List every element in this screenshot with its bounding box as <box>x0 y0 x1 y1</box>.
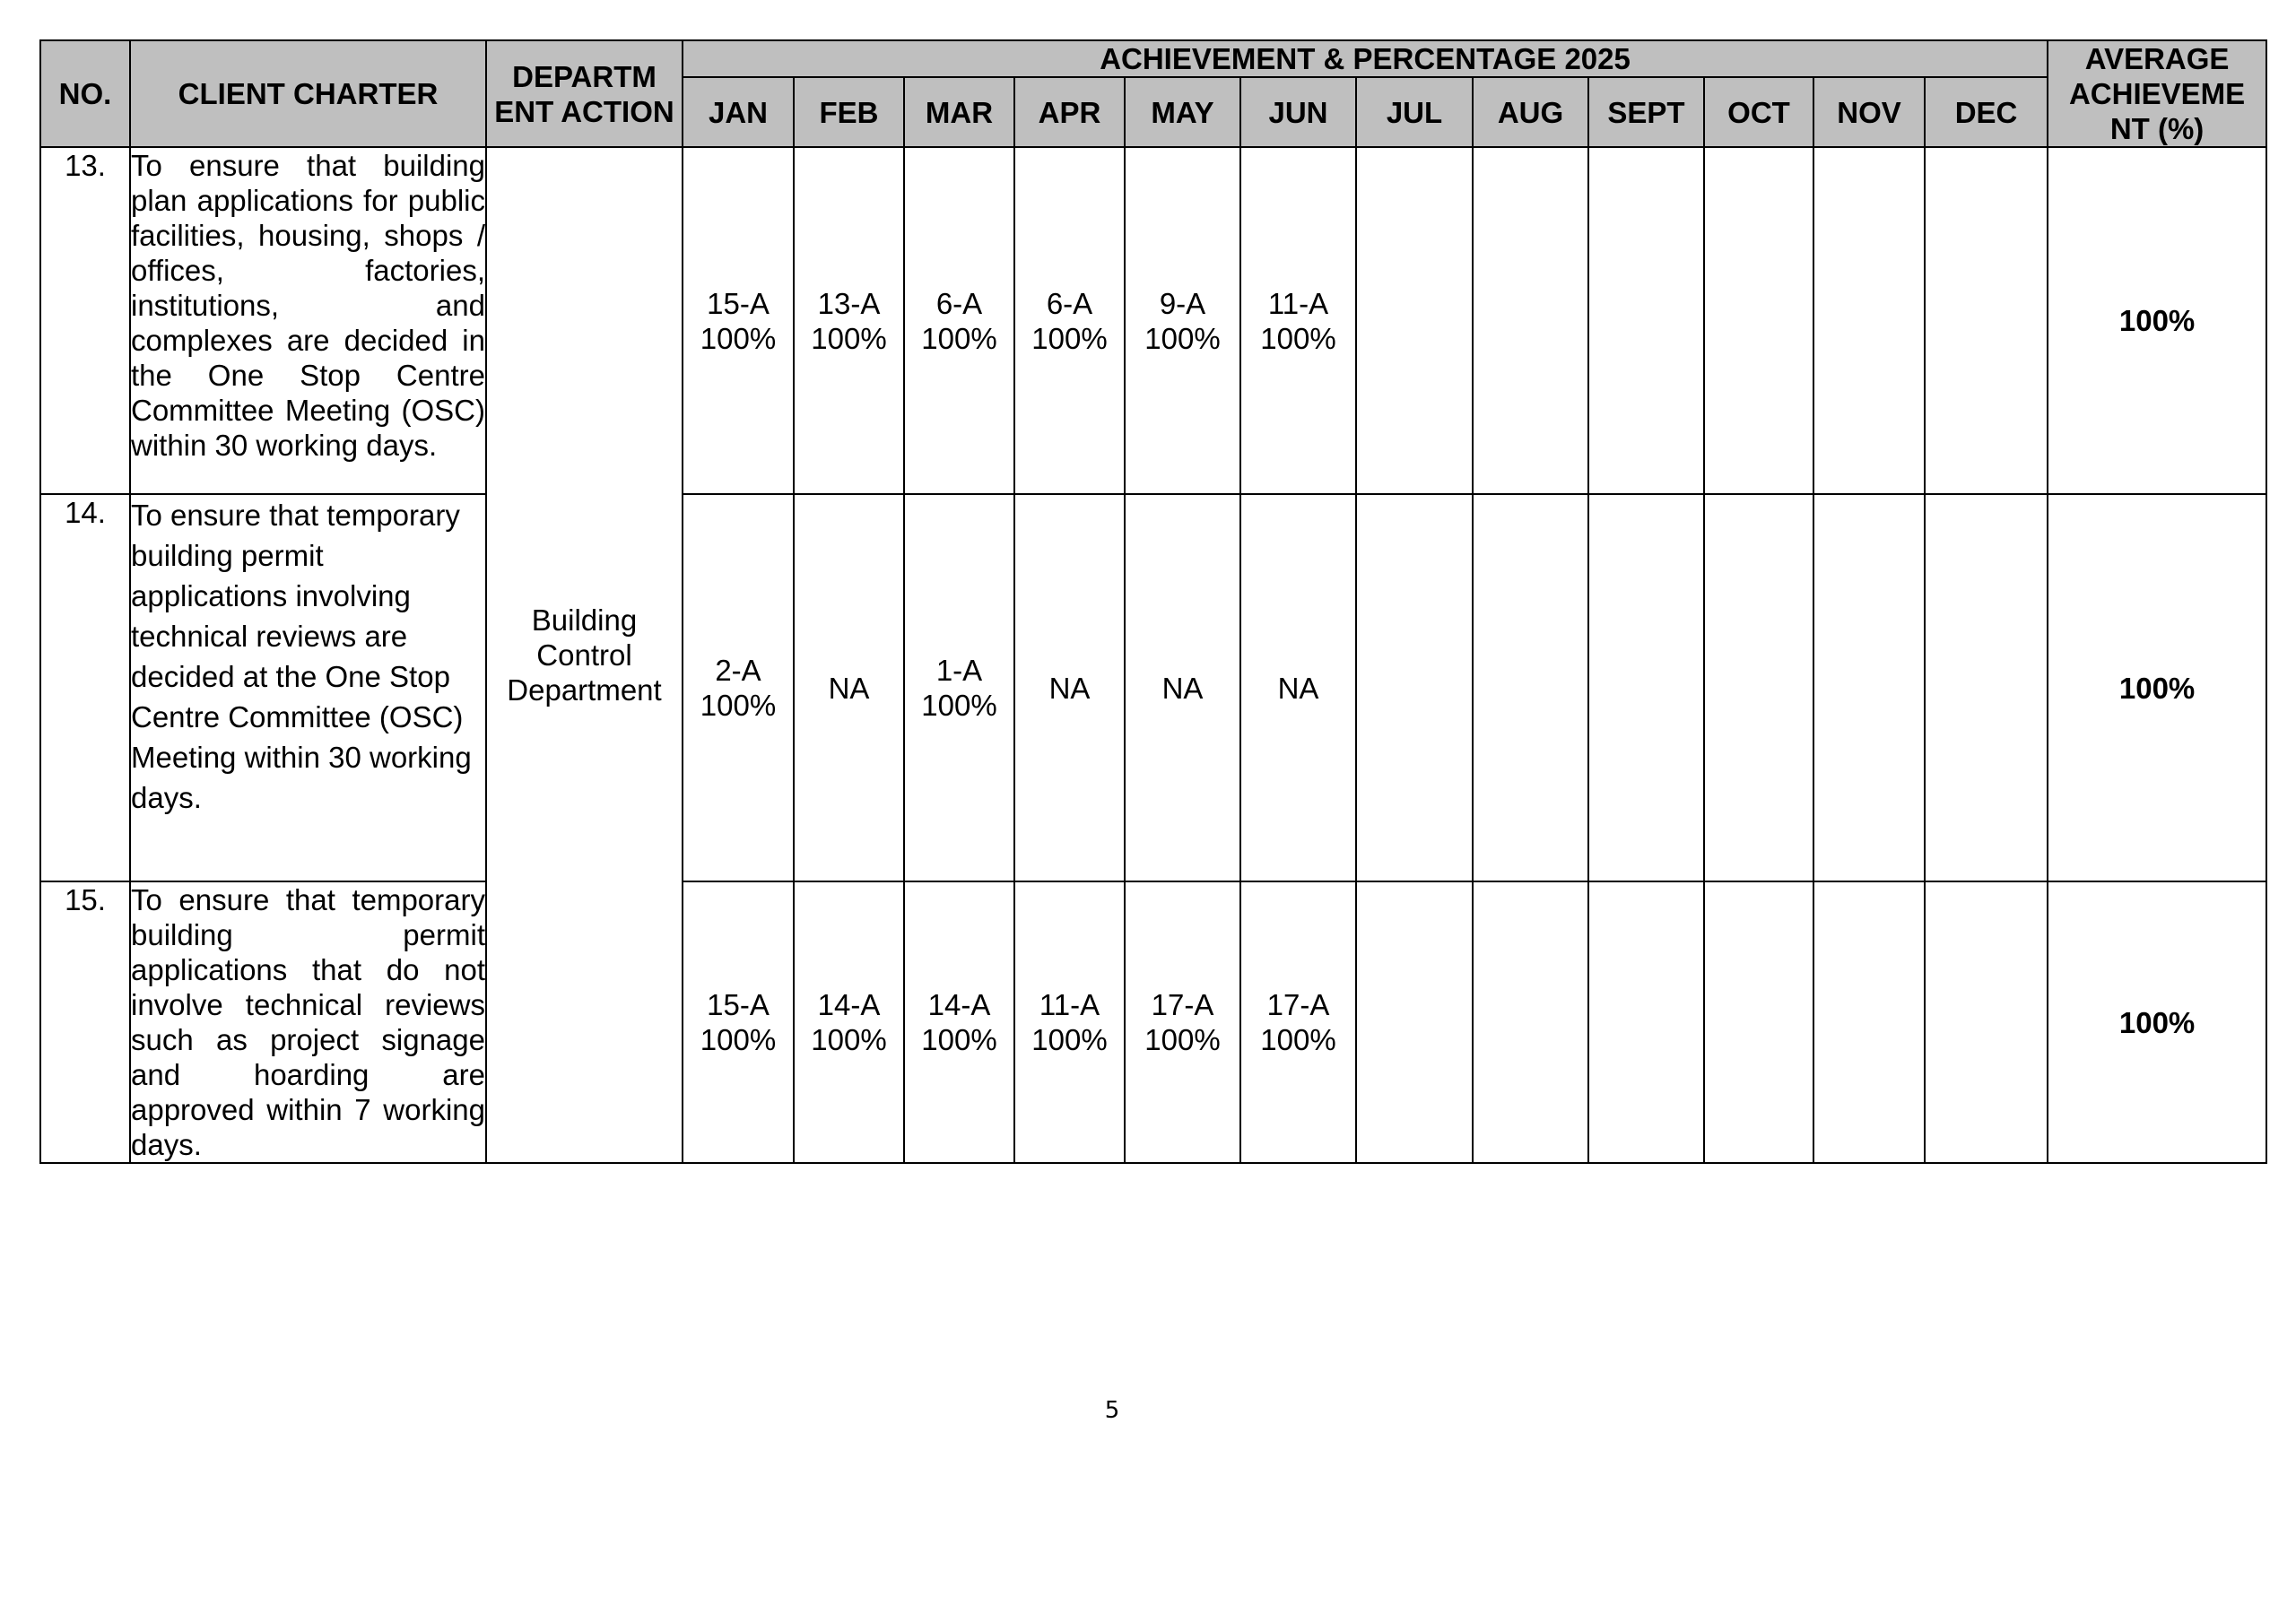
table-row <box>40 147 2266 494</box>
month-cell-mar <box>904 494 1014 881</box>
month-cell-dec <box>1925 881 2048 1163</box>
month-percentage: 100% <box>700 321 777 355</box>
month-cell-feb <box>794 147 904 494</box>
month-cell-dec <box>1925 147 2048 494</box>
month-cell-mar <box>904 147 1014 494</box>
month-percentage: 100% <box>921 1023 997 1056</box>
month-count: NA <box>828 671 870 705</box>
month-count: 15-A <box>707 988 770 1021</box>
month-cell-oct <box>1704 147 1813 494</box>
average-achievement: 100% <box>2048 147 2266 494</box>
month-count: 17-A <box>1151 988 1214 1021</box>
row-number: 15. <box>40 881 130 1163</box>
header-month-oct: OCT <box>1704 77 1813 147</box>
month-count: 14-A <box>817 988 881 1021</box>
month-cell-aug <box>1473 494 1588 881</box>
month-count: 13-A <box>817 286 881 320</box>
month-cell-jun <box>1240 147 1356 494</box>
header-month-jan: JAN <box>683 77 794 147</box>
department-action-cell <box>486 147 683 1163</box>
month-count: 2-A <box>715 654 761 687</box>
header-month-aug: AUG <box>1473 77 1588 147</box>
month-count: NA <box>1161 671 1204 705</box>
month-percentage: 100% <box>1144 321 1221 355</box>
average-achievement: 100% <box>2048 494 2266 881</box>
row-number: 13. <box>40 147 130 494</box>
month-cell-jun <box>1240 881 1356 1163</box>
header-month-apr: APR <box>1014 77 1125 147</box>
header-month-jul: JUL <box>1356 77 1473 147</box>
month-count: 15-A <box>707 286 770 320</box>
month-count: 9-A <box>1159 286 1206 320</box>
table-row <box>40 881 2266 1163</box>
month-cell-apr <box>1014 494 1125 881</box>
month-cell-may <box>1125 881 1240 1163</box>
month-cell-jul <box>1356 147 1473 494</box>
header-average-achievement: AVERAGE ACHIEVEME NT (%) <box>2048 40 2266 147</box>
month-percentage: 100% <box>1031 1023 1108 1056</box>
client-charter-text: To ensure that building plan applications for public facilities, housing, shops / offices, factories, institutions, and complexes are decided in the One Stop Centre Committee Meeting (OSC) within 30 working days. <box>130 147 486 494</box>
month-cell-aug <box>1473 147 1588 494</box>
client-charter-text: To ensure that temporary building permit applications that do not involve technical reviews such as project signage and hoarding are approved within 7 working days. <box>131 883 485 1161</box>
row-number: 14. <box>40 494 130 881</box>
header-client-charter: CLIENT CHARTER <box>130 40 486 147</box>
month-percentage: 100% <box>811 321 887 355</box>
month-cell-jul <box>1356 881 1473 1163</box>
month-percentage: 100% <box>700 1023 777 1056</box>
month-cell-may <box>1125 494 1240 881</box>
month-cell-oct <box>1704 494 1813 881</box>
month-count: 11-A <box>1039 988 1100 1021</box>
average-achievement: 100% <box>2048 881 2266 1163</box>
table-row <box>40 494 2266 881</box>
header-department-action: DEPARTM ENT ACTION <box>486 40 683 147</box>
page-number: 5 <box>1104 1397 1120 1424</box>
month-cell-sept <box>1588 147 1704 494</box>
month-cell-nov <box>1813 494 1925 881</box>
month-cell-sept <box>1588 881 1704 1163</box>
month-cell-jul <box>1356 494 1473 881</box>
header-month-mar: MAR <box>904 77 1014 147</box>
month-percentage: 100% <box>1260 321 1336 355</box>
month-count: NA <box>1277 671 1319 705</box>
header-month-sept: SEPT <box>1588 77 1704 147</box>
month-cell-jan <box>683 494 794 881</box>
header-month-may: MAY <box>1125 77 1240 147</box>
month-count: 6-A <box>935 286 983 320</box>
month-cell-nov <box>1813 881 1925 1163</box>
month-cell-feb <box>794 881 904 1163</box>
month-cell-apr <box>1014 147 1125 494</box>
client-charter-table <box>39 39 2267 1164</box>
header-month-feb: FEB <box>794 77 904 147</box>
month-count: NA <box>1048 671 1091 705</box>
month-percentage: 100% <box>1144 1023 1221 1056</box>
month-percentage: 100% <box>1260 1023 1336 1056</box>
month-count: 1-A <box>935 654 983 687</box>
header-row <box>40 40 2266 77</box>
month-cell-may <box>1125 147 1240 494</box>
month-percentage: 100% <box>921 689 997 722</box>
month-cell-jun <box>1240 494 1356 881</box>
month-cell-aug <box>1473 881 1588 1163</box>
month-count: 17-A <box>1266 988 1330 1021</box>
month-percentage: 100% <box>811 1023 887 1056</box>
month-count: 11-A <box>1267 286 1329 320</box>
month-count: 14-A <box>927 988 991 1021</box>
header-month-jun: JUN <box>1240 77 1356 147</box>
month-cell-nov <box>1813 147 1925 494</box>
month-cell-jan <box>683 147 794 494</box>
month-cell-sept <box>1588 494 1704 881</box>
month-cell-apr <box>1014 881 1125 1163</box>
month-cell-feb <box>794 494 904 881</box>
month-cell-jan <box>683 881 794 1163</box>
month-percentage: 100% <box>700 689 777 722</box>
header-no: NO. <box>40 40 130 147</box>
month-percentage: 100% <box>1031 321 1108 355</box>
header-achievement-percentage: ACHIEVEMENT & PERCENTAGE 2025 <box>683 40 2048 77</box>
month-cell-dec <box>1925 494 2048 881</box>
month-cell-oct <box>1704 881 1813 1163</box>
month-percentage: 100% <box>921 321 997 355</box>
month-cell-mar <box>904 881 1014 1163</box>
client-charter-text: To ensure that temporary building permit applications involving technical reviews are decided at the One Stop Centre Committee (OSC) Meeting within 30 working days. <box>130 494 486 881</box>
header-month-nov: NOV <box>1813 77 1925 147</box>
department-name: Building Control Department <box>507 603 662 707</box>
header-month-dec: DEC <box>1925 77 2048 147</box>
month-count: 6-A <box>1046 286 1093 320</box>
